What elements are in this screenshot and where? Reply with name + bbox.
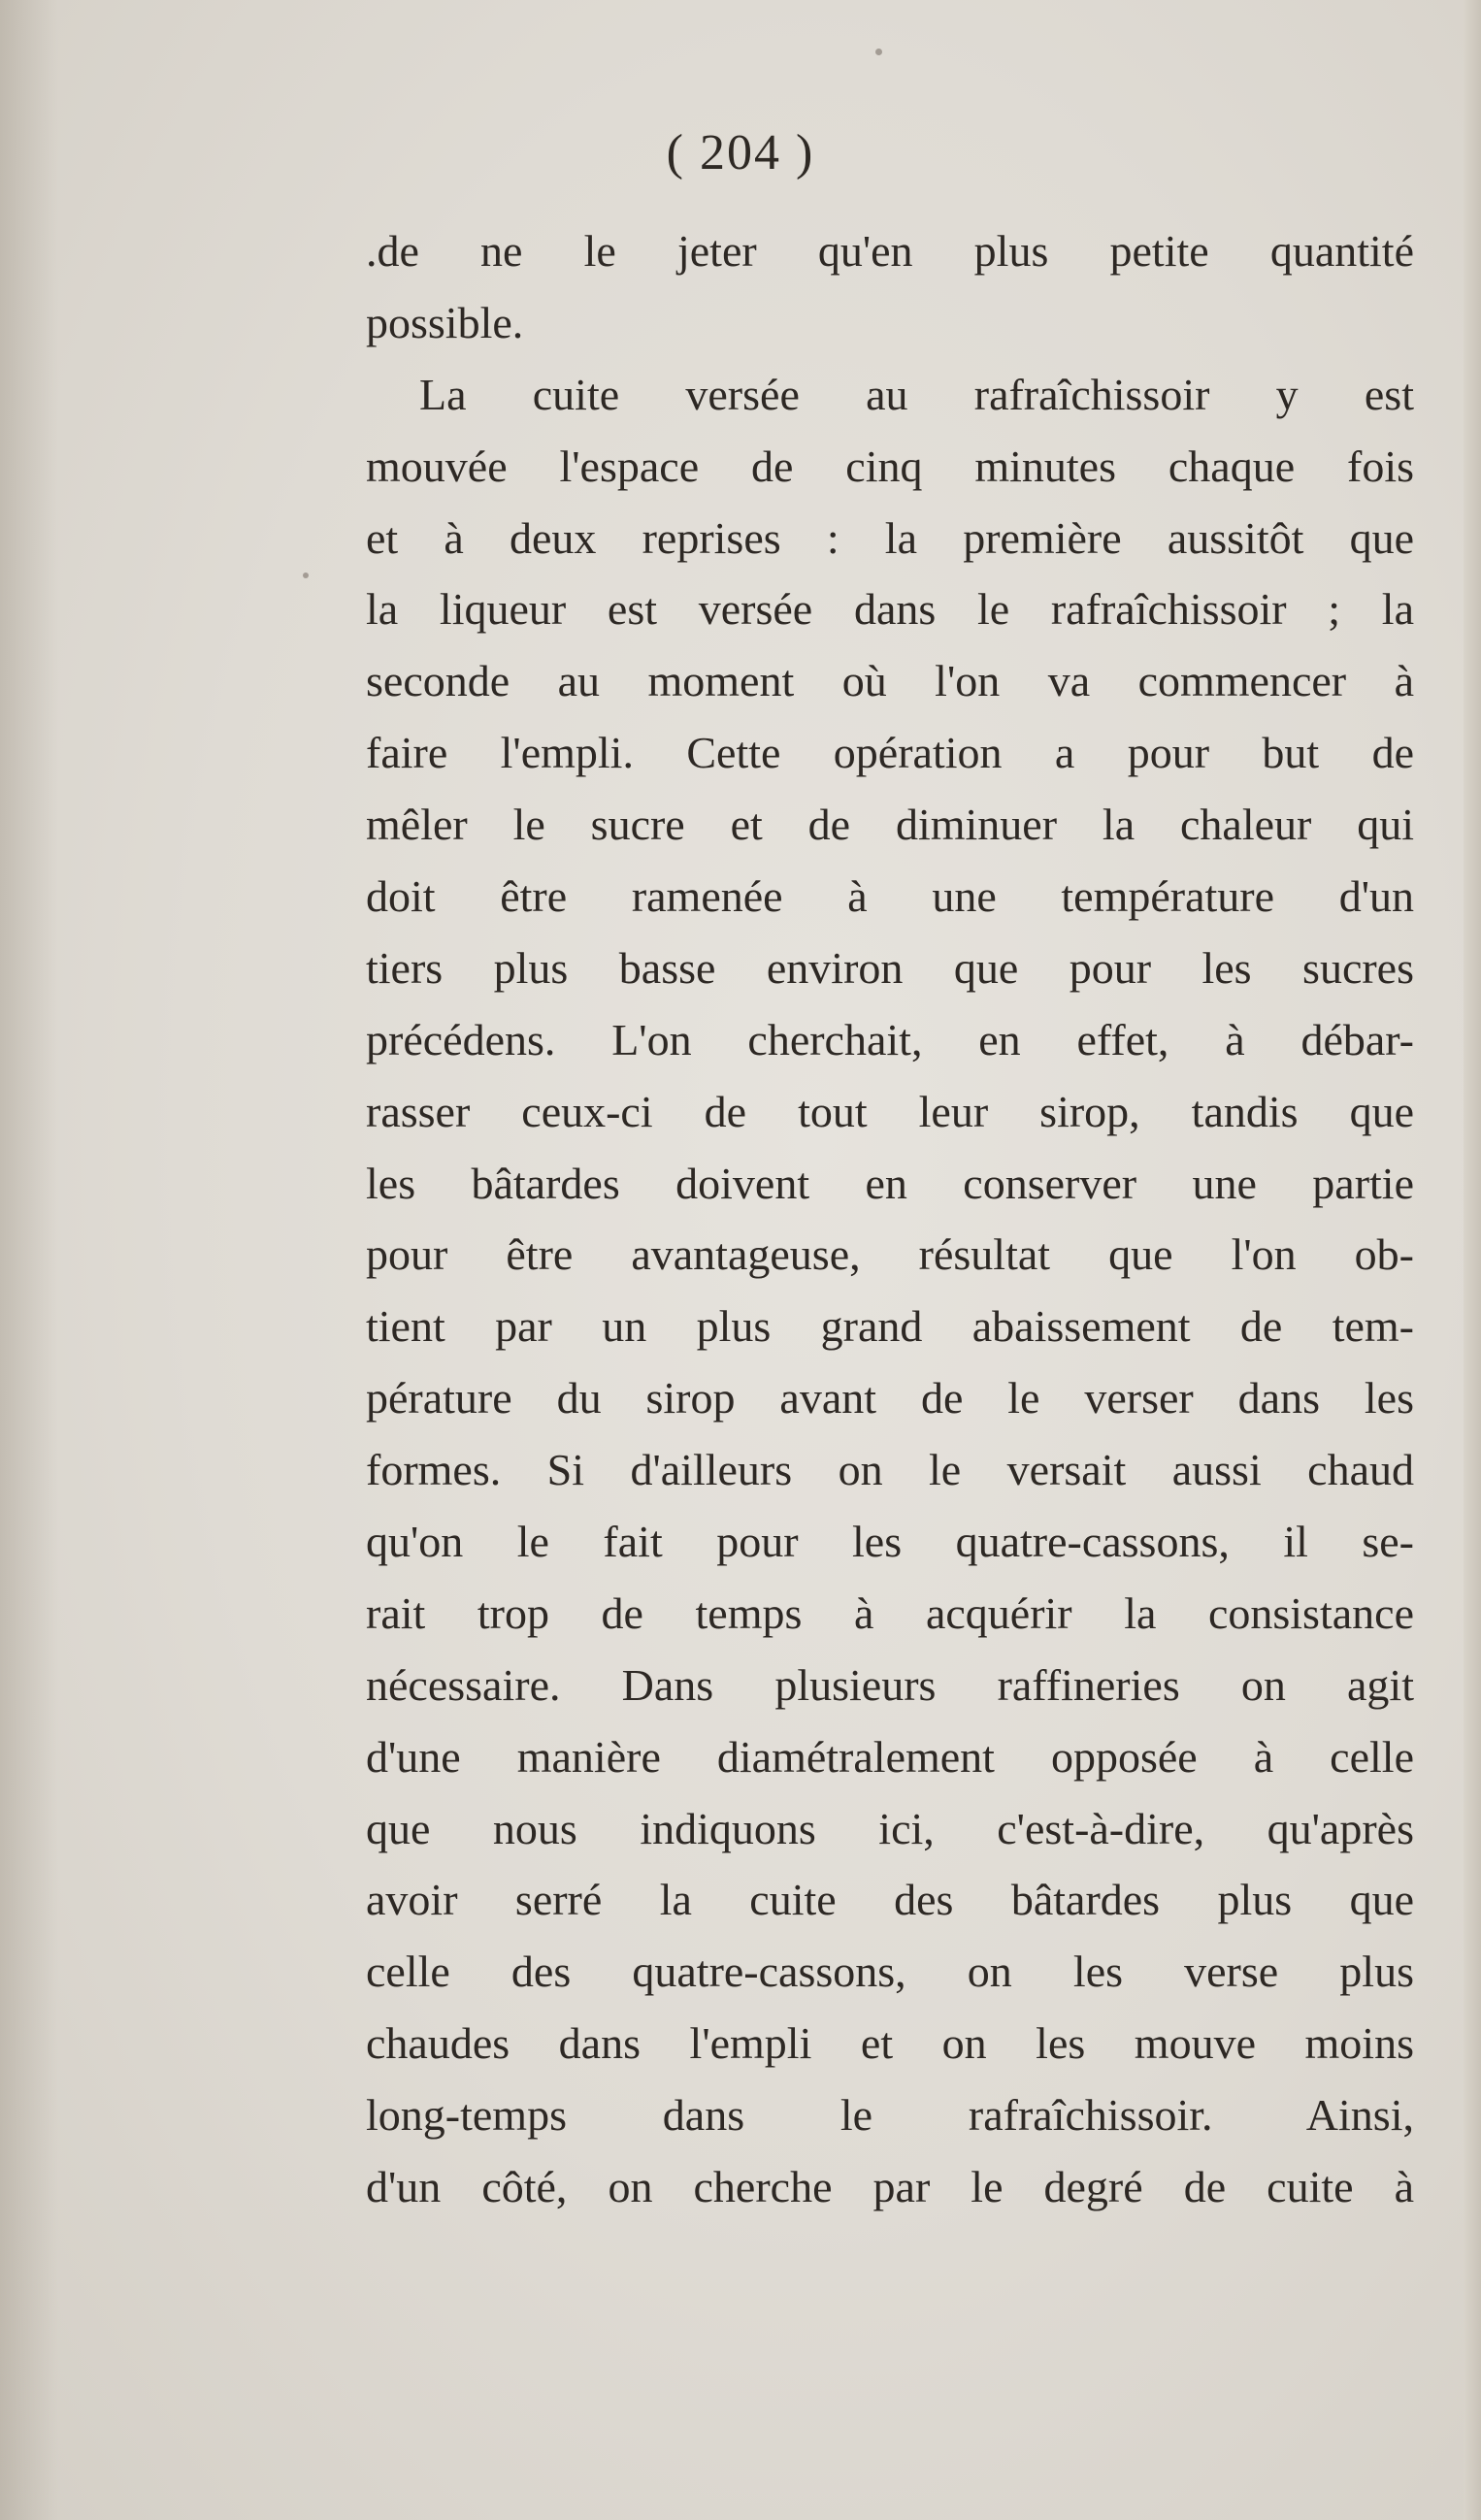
text-line: d'une manière diamétralement opposée à celle xyxy=(366,1731,1414,1782)
text-line: et à deux reprises : la première aussitôt que xyxy=(366,512,1414,563)
text-line: pérature du sirop avant de le verser dans les xyxy=(366,1373,1414,1424)
text-line: seconde au moment où l'on va commencer à xyxy=(366,656,1414,706)
text-line: possible. xyxy=(366,297,524,347)
text-line: que nous indiquons ici, c'est-à-dire, qu'après xyxy=(366,1803,1414,1853)
text-line: .de ne le jeter qu'en plus petite quantité xyxy=(366,226,1414,276)
ink-speck xyxy=(303,573,309,578)
page-number: ( 204 ) xyxy=(666,125,815,180)
text-line: celle des quatre-cassons, on les verse plus xyxy=(366,1947,1414,1997)
text-line: d'un côté, on cherche par le degré de cuite à xyxy=(366,2162,1414,2212)
page-text xyxy=(366,215,1414,2223)
text-line: avoir serré la cuite des bâtardes plus que xyxy=(366,1875,1414,1925)
text-line: nécessaire. Dans plusieurs raffineries on agit xyxy=(366,1659,1414,1710)
text-line: La cuite versée au rafraîchissoir y est xyxy=(419,369,1414,419)
text-line: doit être ramenée à une température d'un xyxy=(366,871,1414,922)
text-line: formes. Si d'ailleurs on le versait aussi chaud xyxy=(366,1445,1414,1495)
text-line: tiers plus basse environ que pour les sucres xyxy=(366,942,1414,993)
text-line: mêler le sucre et de diminuer la chaleur qui xyxy=(366,800,1414,850)
text-line: qu'on le fait pour les quatre-cassons, il se- xyxy=(366,1517,1414,1567)
ink-speck xyxy=(875,49,882,55)
text-line: tient par un plus grand abaissement de tem- xyxy=(366,1301,1414,1352)
text-line: pour être avantageuse, résultat que l'on ob- xyxy=(366,1229,1414,1280)
text-line: mouvée l'espace de cinq minutes chaque fois xyxy=(366,441,1414,491)
text-line: chaudes dans l'empli et on les mouve moins xyxy=(366,2018,1414,2069)
text-line: les bâtardes doivent en conserver une partie xyxy=(366,1158,1414,1208)
text-line: rait trop de temps à acquérir la consistance xyxy=(366,1587,1414,1638)
text-line: long-temps dans le rafraîchissoir. Ainsi, xyxy=(366,2090,1414,2141)
text-line: la liqueur est versée dans le rafraîchissoir ; la xyxy=(366,584,1414,635)
text-line: faire l'empli. Cette opération a pour but de xyxy=(366,728,1414,778)
text-line: précédens. L'on cherchait, en effet, à débar- xyxy=(366,1014,1414,1064)
text-line: rasser ceux-ci de tout leur sirop, tandis que xyxy=(366,1086,1414,1136)
